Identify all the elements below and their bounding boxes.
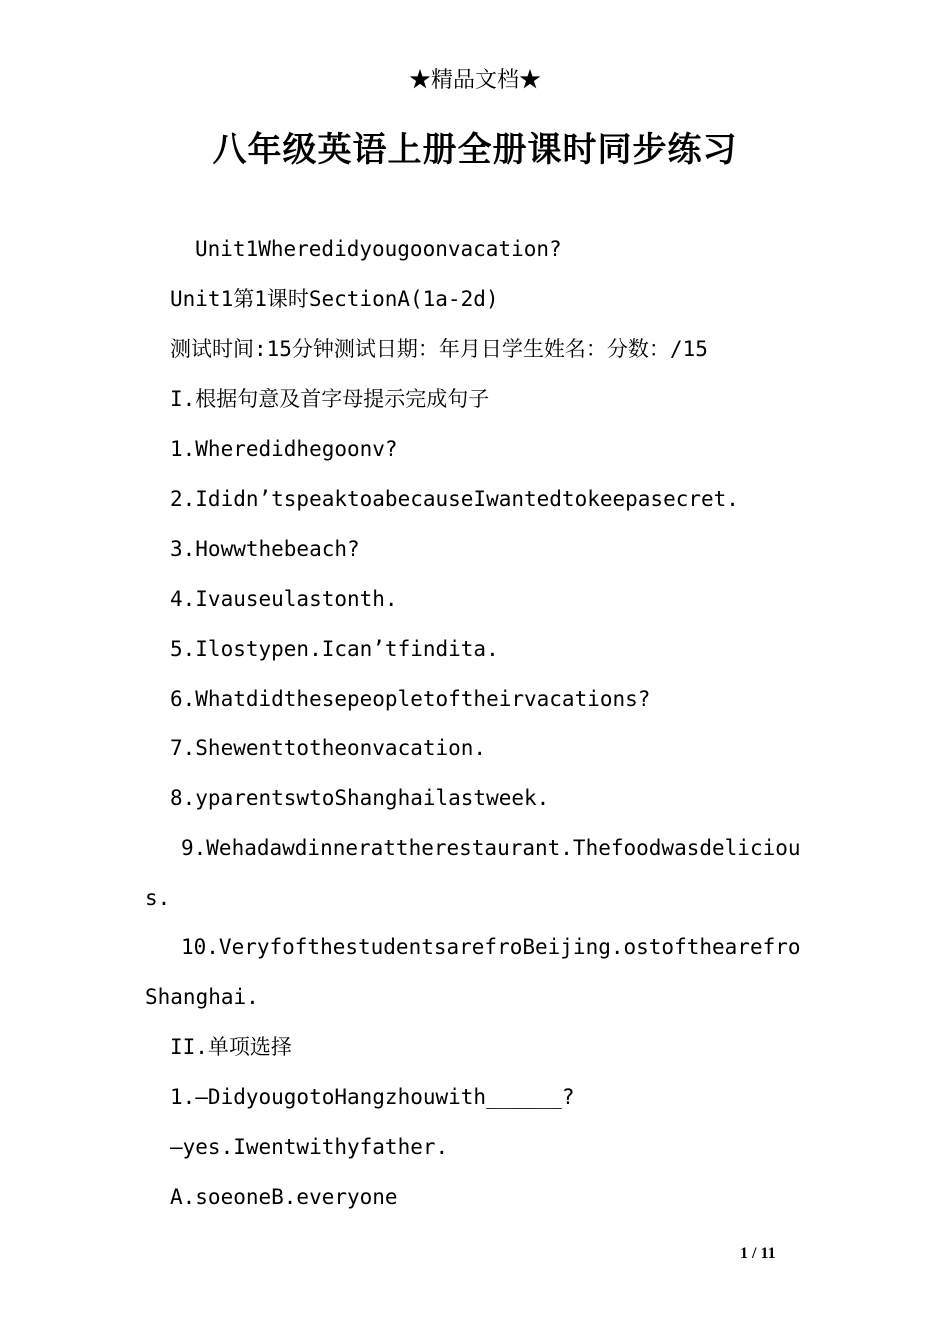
exercise-line: 9.Wehadawdinnerattherestaurant.Thefoodwasdeliciou	[181, 836, 801, 860]
answer-line: —yes.Iwentwithyfather.	[170, 1135, 449, 1159]
section-two-heading: II.单项选择	[170, 1035, 292, 1059]
page-number: 1 / 11	[740, 1245, 776, 1262]
document-title: 八年级英语上册全册课时同步练习	[212, 130, 738, 170]
exercise-line-continuation: s.	[145, 886, 171, 910]
exercise-line: 8.yparentswtoShanghailastweek.	[170, 786, 550, 810]
exercise-line: 1.Wheredidhegoonv?	[170, 437, 398, 461]
header-mark: ★精品文档★	[408, 68, 541, 93]
test-info-line: 测试时间:15分钟测试日期：年月日学生姓名：分数：/15	[170, 337, 708, 361]
question-line: 1.—DidyougotoHangzhouwith______?	[170, 1085, 575, 1109]
exercise-line-continuation: Shanghai.	[145, 985, 259, 1009]
section-one-heading: I.根据句意及首字母提示完成句子	[170, 387, 490, 411]
exercise-line: 2.Ididn’tspeaktoabecauseIwantedtokeepasecret.	[170, 487, 739, 511]
options-line: A.soeoneB.everyone	[170, 1185, 398, 1209]
exercise-line: 5.Ilostypen.Ican’tfindita.	[170, 637, 499, 661]
unit-title-line: Unit1Wheredidyougoonvacation?	[195, 237, 562, 261]
lesson-title-line: Unit1第1课时SectionA(1a-2d)	[170, 287, 499, 311]
exercise-line: 3.Howwthebeach?	[170, 537, 360, 561]
exercise-line: 10.VeryfofthestudentsarefroBeijing.ostofthearefro	[181, 935, 801, 959]
exercise-line: 6.Whatdidthesepeopletoftheirvacations?	[170, 687, 651, 711]
exercise-line: 7.Shewenttotheonvacation.	[170, 736, 487, 760]
exercise-line: 4.Ivauseulastonth.	[170, 587, 398, 611]
